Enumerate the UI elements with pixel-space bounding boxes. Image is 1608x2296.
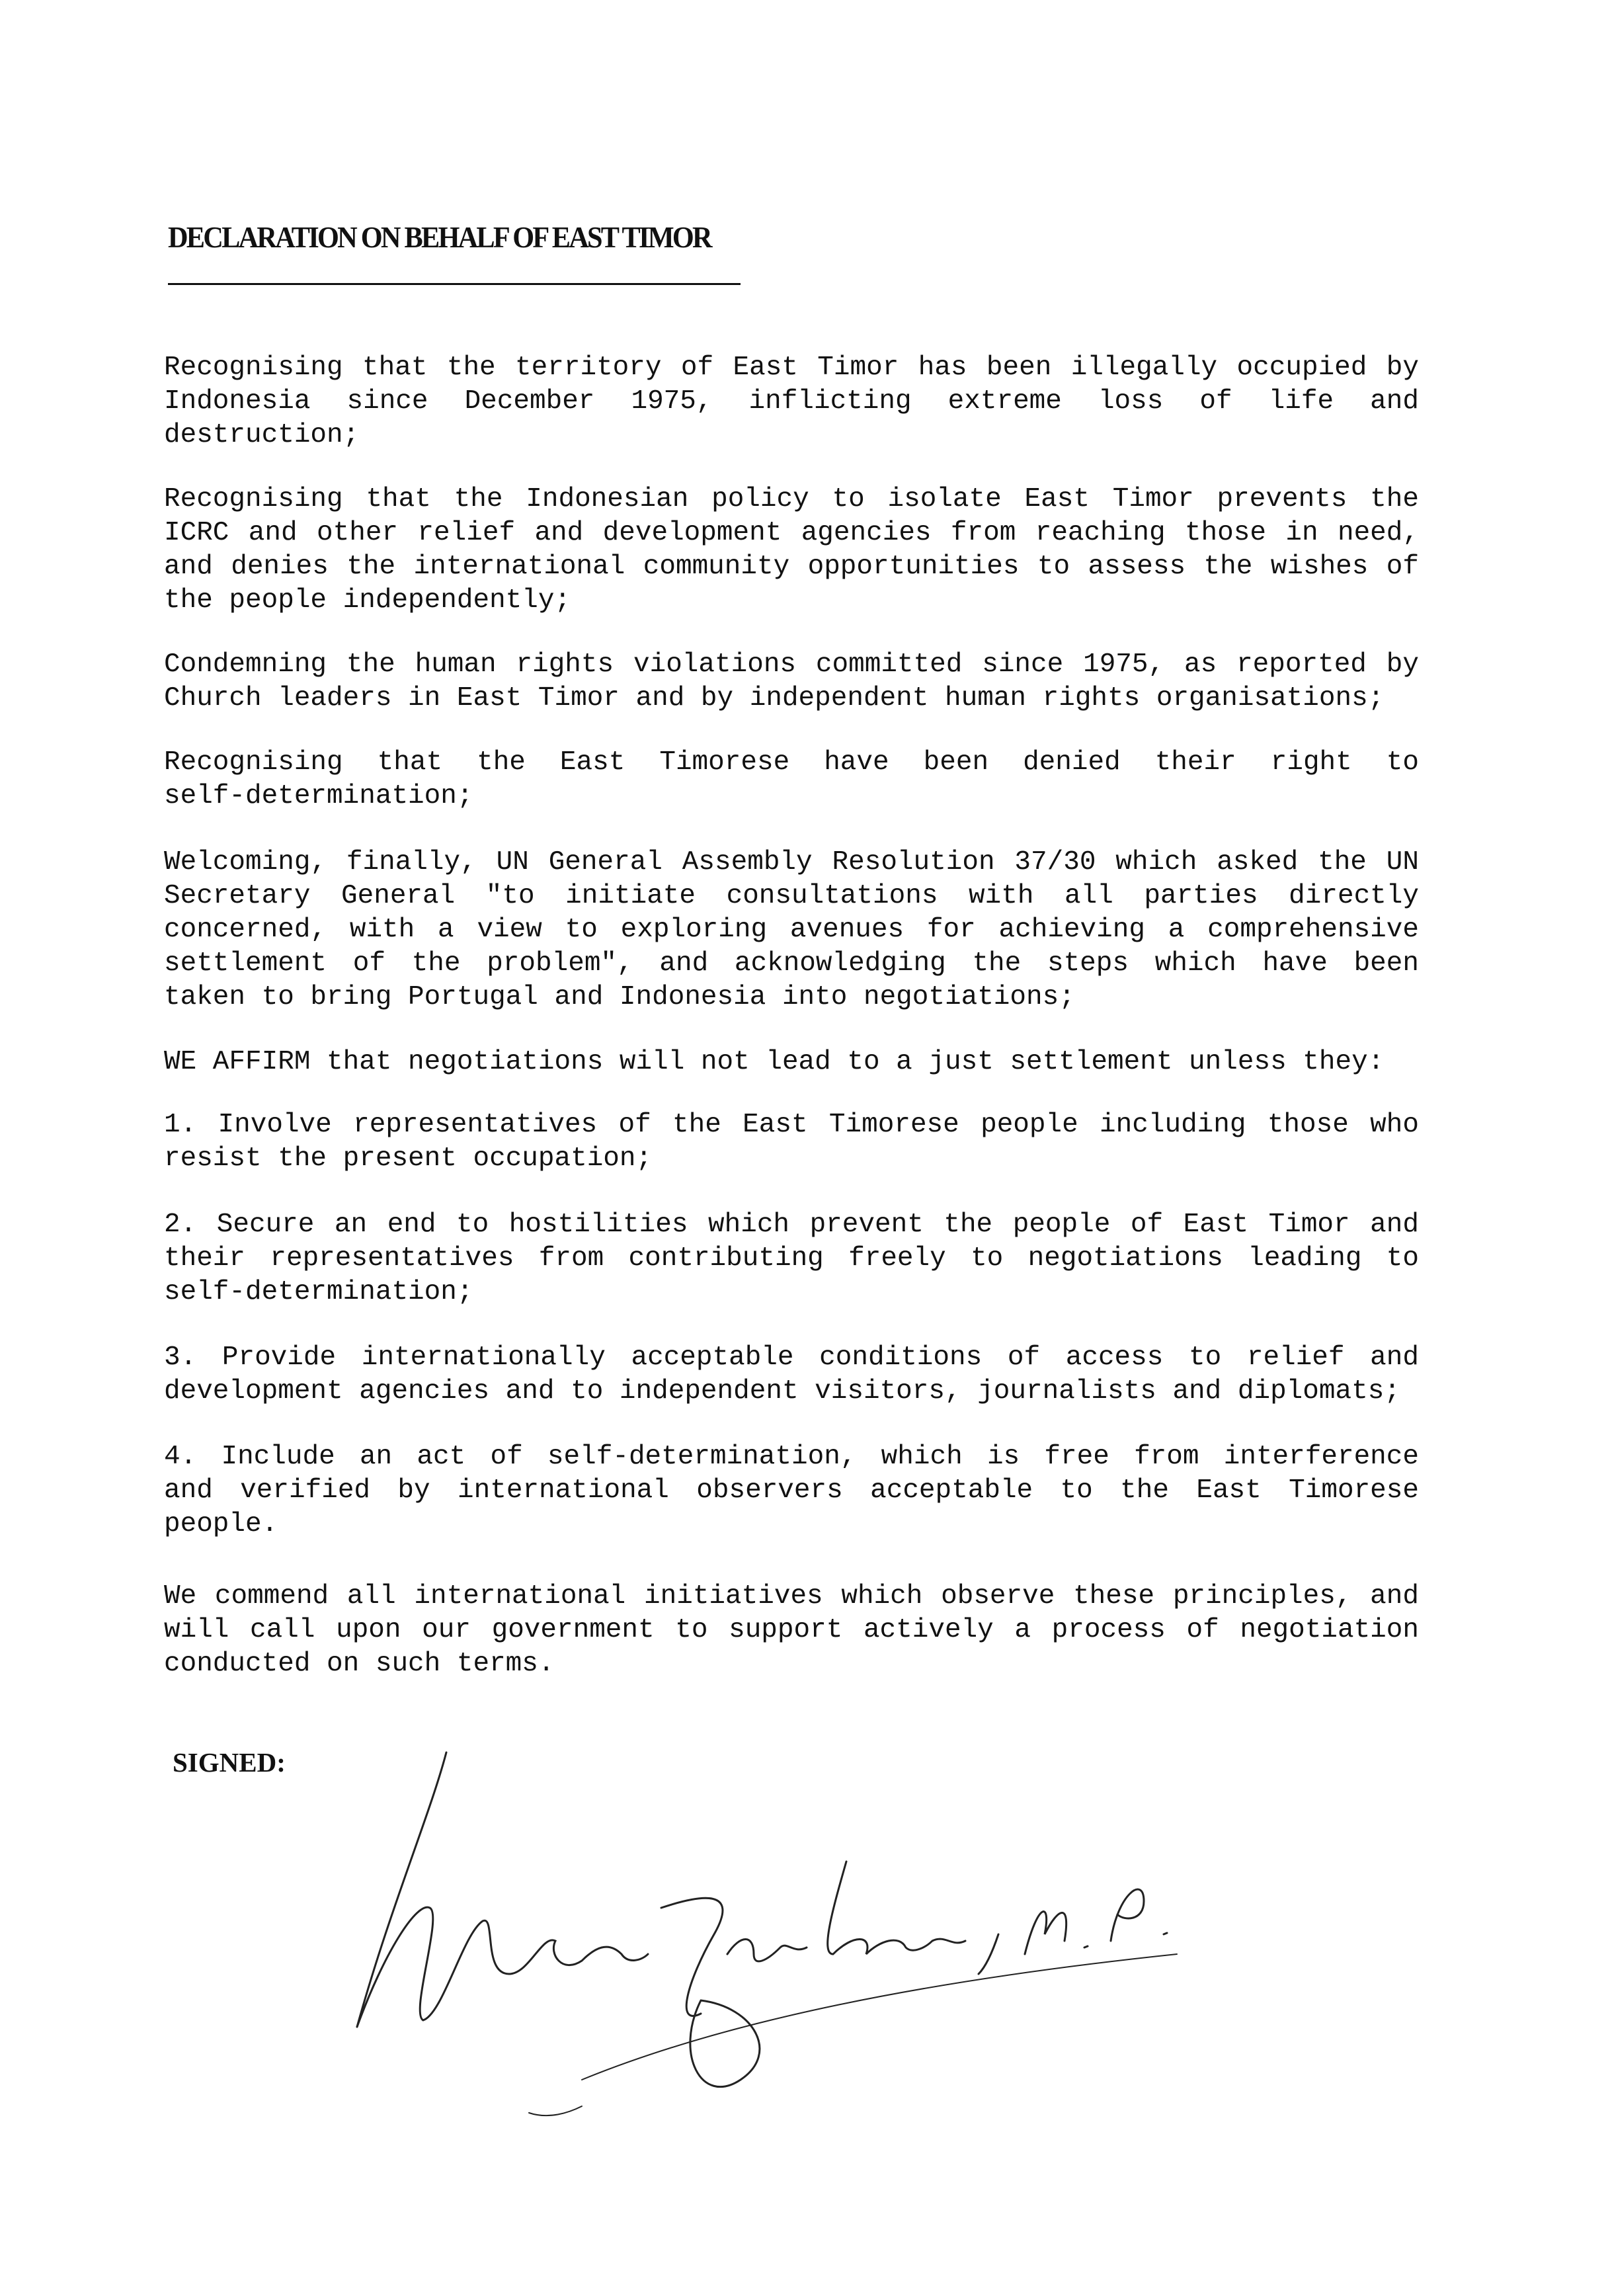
text-line: self-determination; (164, 781, 473, 811)
paragraph (164, 483, 1419, 618)
text-line: development agencies and to independent visitors, journalists and diplomats; (164, 1376, 1400, 1407)
text-line: Recognising that the territory of East Timor has been illegally occupied by (164, 352, 1419, 383)
paragraph (164, 1341, 1419, 1409)
paragraph (164, 1580, 1419, 1681)
paragraph (164, 1046, 1419, 1079)
paragraph (164, 846, 1419, 1014)
text-line: conducted on such terms. (164, 1649, 555, 1679)
text-line: We commend all international initiatives which observe these principles, and (164, 1581, 1419, 1612)
text-line: Recognising that the East Timorese have been denied their right to (164, 747, 1419, 778)
text-line: Church leaders in East Timor and by independent human rights organisations; (164, 683, 1385, 714)
text-line: destruction; (164, 420, 360, 450)
text-line: ICRC and other relief and development agencies from reaching those in need, (164, 518, 1419, 548)
paragraph (164, 1440, 1419, 1541)
document-title: DECLARATION ON BEHALF OF EAST TIMOR (168, 220, 711, 254)
title-underline (168, 283, 741, 285)
text-line: WE AFFIRM that negotiations will not lead to a just settlement unless they: (164, 1047, 1385, 1077)
signed-label: SIGNED: (173, 1747, 286, 1778)
paragraph (164, 648, 1419, 716)
handwritten-signature (331, 1736, 1289, 2146)
text-line: 2. Secure an end to hostilities which prevent the people of East Timor and (164, 1210, 1419, 1240)
text-line: people. (164, 1509, 278, 1539)
text-line: self-determination; (164, 1277, 473, 1307)
text-line: resist the present occupation; (164, 1143, 653, 1174)
text-line: taken to bring Portugal and Indonesia into negotiations; (164, 982, 1075, 1012)
text-line: 1. Involve representatives of the East Timorese people including those who (164, 1110, 1419, 1140)
paragraph (164, 351, 1419, 452)
paragraph (164, 1208, 1419, 1309)
text-line: the people independently; (164, 585, 571, 616)
text-line: Condemning the human rights violations committed since 1975, as reported by (164, 649, 1419, 680)
text-line: Indonesia since December 1975, inflicting extreme loss of life and (164, 386, 1419, 417)
text-line: settlement of the problem", and acknowledging the steps which have been (164, 948, 1419, 979)
text-line: 3. Provide internationally acceptable conditions of access to relief and (164, 1342, 1419, 1373)
text-line: concerned, with a view to exploring avenues for achieving a comprehensive (164, 915, 1419, 945)
text-line: will call upon our government to support actively a process of negotiation (164, 1615, 1419, 1645)
paragraph (164, 746, 1419, 813)
paragraph (164, 1108, 1419, 1176)
text-line: 4. Include an act of self-determination, which is free from interference (164, 1442, 1419, 1472)
text-line: and verified by international observers acceptable to the East Timorese (164, 1475, 1419, 1506)
text-line: and denies the international community opportunities to assess the wishes of (164, 552, 1419, 582)
text-line: Recognising that the Indonesian policy to isolate East Timor prevents the (164, 484, 1419, 514)
text-line: Secretary General "to initiate consultations with all parties directly (164, 881, 1419, 911)
text-line: Welcoming, finally, UN General Assembly Resolution 37/30 which asked the UN (164, 847, 1419, 878)
text-line: their representatives from contributing freely to negotiations leading to (164, 1243, 1419, 1274)
